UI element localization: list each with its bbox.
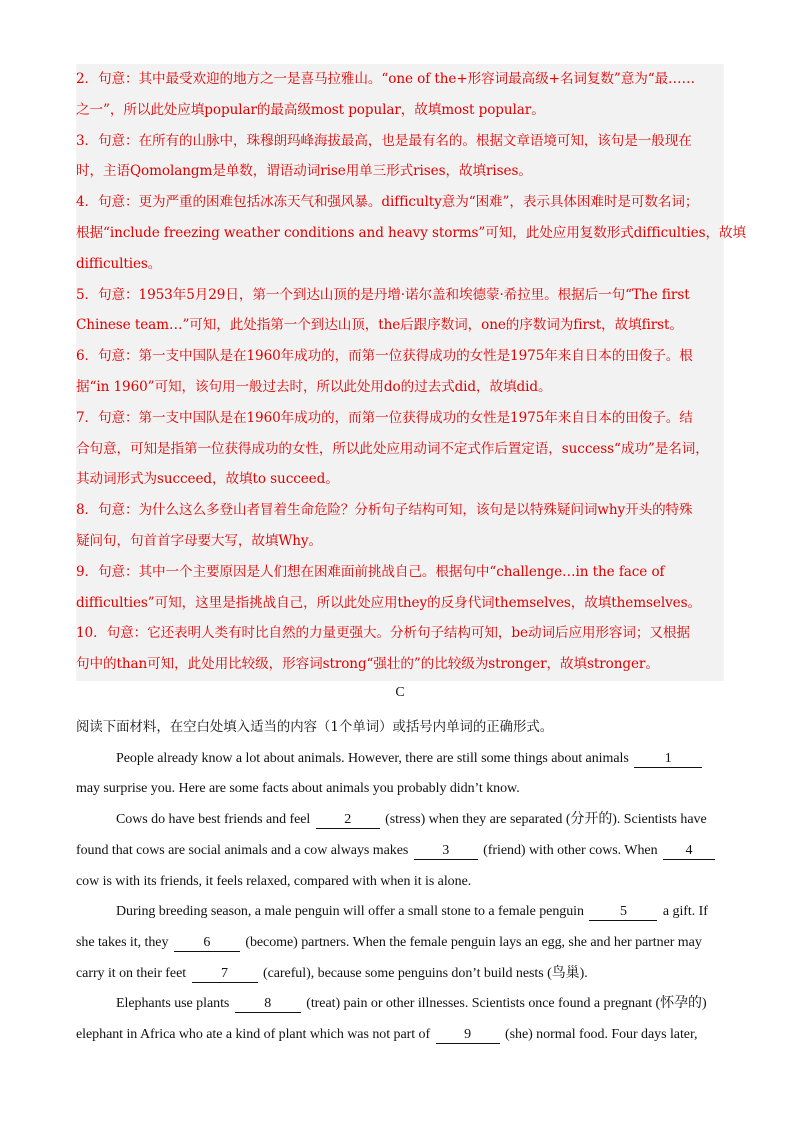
blank-2[interactable]: 2 xyxy=(316,812,380,829)
text-segment: During breeding season, a male penguin will offer a small stone to a female penguin xyxy=(116,904,584,920)
answer-line: 疑问句，句首首字母要大写，故填Why。 xyxy=(76,532,323,549)
blank-9[interactable]: 9 xyxy=(436,1027,500,1044)
passage-line xyxy=(76,836,726,867)
passage-line xyxy=(76,867,726,898)
passage-line xyxy=(76,1020,726,1051)
instruction: 阅读下面材料，在空白处填入适当的内容（1个单词）或括号内单词的正确形式。 xyxy=(76,720,554,735)
blank-4[interactable]: 4 xyxy=(663,843,715,860)
answer-line: 9．句意：其中一个主要原因是人们想在困难面前挑战自己。根据句中“challenge…in the face of xyxy=(76,563,665,580)
answer-line: 之一”，所以此处应填popular的最高级most popular，故填most popular。 xyxy=(76,101,545,118)
text-segment: Elephants use plants xyxy=(116,996,230,1012)
passage-line xyxy=(76,744,726,775)
passage-line xyxy=(76,928,726,959)
blank-5[interactable]: 5 xyxy=(589,904,657,921)
text-segment: she takes it, they xyxy=(76,934,169,950)
blank-6[interactable]: 6 xyxy=(174,935,240,952)
text-segment: (stress) when they are separated (分开的). Scientists have xyxy=(385,812,707,828)
answer-line: 6．句意：第一支中国队是在1960年成功的，而第一位获得成功的女性是1975年来自日本的田俊子。根 xyxy=(76,348,693,365)
passage-line xyxy=(76,897,726,928)
answer-line: 2．句意：其中最受欢迎的地方之一是喜马拉雅山。“one of the+形容词最高级+名词复数”意为“最…… xyxy=(76,71,696,87)
text-segment: carry it on their feet xyxy=(76,965,187,981)
answer-line: 8．句意：为什么这么多登山者冒着生命危险？分析句子结构可知，该句是以特殊疑问词why开头的特殊 xyxy=(76,502,693,519)
answer-explanations xyxy=(76,64,746,681)
answer-line: 7．句意：第一支中国队是在1960年成功的，而第一位获得成功的女性是1975年来自日本的田俊子。结 xyxy=(76,409,693,426)
text-segment: (treat) pain or other illnesses. Scientists once found a pregnant (怀孕的) xyxy=(306,996,707,1012)
text-segment: Cows do have best friends and feel xyxy=(116,812,311,828)
passage-line xyxy=(76,959,726,990)
answer-line: 10．句意：它还表明人类有时比自然的力量更强大。分析句子结构可知，be动词后应用形容词；又根据 xyxy=(76,625,690,642)
answer-line: 时，主语Qomolangm是单数，谓语动词rise用单三形式rises，故填rises。 xyxy=(76,163,532,180)
answer-line: difficulties”可知，这里是指挑战自己，所以此处应用they的反身代词themselves，故填themselves。 xyxy=(76,594,701,611)
passage-line xyxy=(76,989,726,1020)
answer-line: 其动词形式为succeed，故填to succeed。 xyxy=(76,471,339,488)
answer-line: 根据“include freezing weather conditions and heavy storms”可知，此处应用复数形式difficulties，故填 xyxy=(76,224,746,241)
text-segment: found that cows are social animals and a cow always makes xyxy=(76,842,409,858)
answer-line: 3．句意：在所有的山脉中，珠穆朗玛峰海拔最高，也是最有名的。根据文章语境可知，该句是一般现在 xyxy=(76,132,692,149)
text-segment: a gift. If xyxy=(662,904,708,920)
answer-line: 5．句意：1953年5月29日，第一个到达山顶的是丹增·诺尔盖和埃德蒙·希拉里。根据后一句“The first xyxy=(76,286,690,303)
blank-7[interactable]: 7 xyxy=(192,966,258,983)
passage xyxy=(76,713,726,1051)
passage-line xyxy=(76,774,726,805)
text-segment: (become) partners. When the female penguin lays an egg, she and her partner may xyxy=(245,934,702,950)
text-segment: (friend) with other cows. When xyxy=(483,842,658,858)
section-label: C xyxy=(395,685,405,700)
answer-line: Chinese team…”可知，此处指第一个到达山顶，the后跟序数词，one的序数词为first，故填first。 xyxy=(76,317,683,334)
answer-line: 句中的than可知，此处用比较级，形容词strong“强壮的”的比较级为stronger，故填stronger。 xyxy=(76,656,659,673)
answer-line: 合句意，可知是指第一位获得成功的女性，所以此处应用动词不定式作后置定语，success“成功”是名词， xyxy=(76,440,709,457)
answer-line: 4．句意：更为严重的困难包括冰冻天气和强风暴。difficulty意为“困难”，表示具体困难时是可数名词； xyxy=(76,194,699,211)
blank-8[interactable]: 8 xyxy=(235,996,301,1013)
text-segment: People already know a lot about animals. However, there are still some things about animals xyxy=(116,750,629,766)
text-segment: elephant in Africa who ate a kind of plant which was not part of xyxy=(76,1027,431,1043)
text-segment: cow is with its friends, it feels relaxed, compared with when it is alone. xyxy=(76,873,472,889)
blank-3[interactable]: 3 xyxy=(414,843,478,860)
blank-1[interactable]: 1 xyxy=(634,751,702,768)
answer-line: difficulties。 xyxy=(76,255,162,272)
text-segment: (she) normal food. Four days later, xyxy=(505,1027,698,1043)
text-segment: may surprise you. Here are some facts about animals you probably didn’t know. xyxy=(76,781,520,797)
passage-line xyxy=(76,805,726,836)
answer-line: 据“in 1960”可知，该句用一般过去时，所以此处用do的过去式did，故填did。 xyxy=(76,378,552,395)
text-segment: (careful), because some penguins don’t build nests (鸟巢). xyxy=(262,965,588,981)
